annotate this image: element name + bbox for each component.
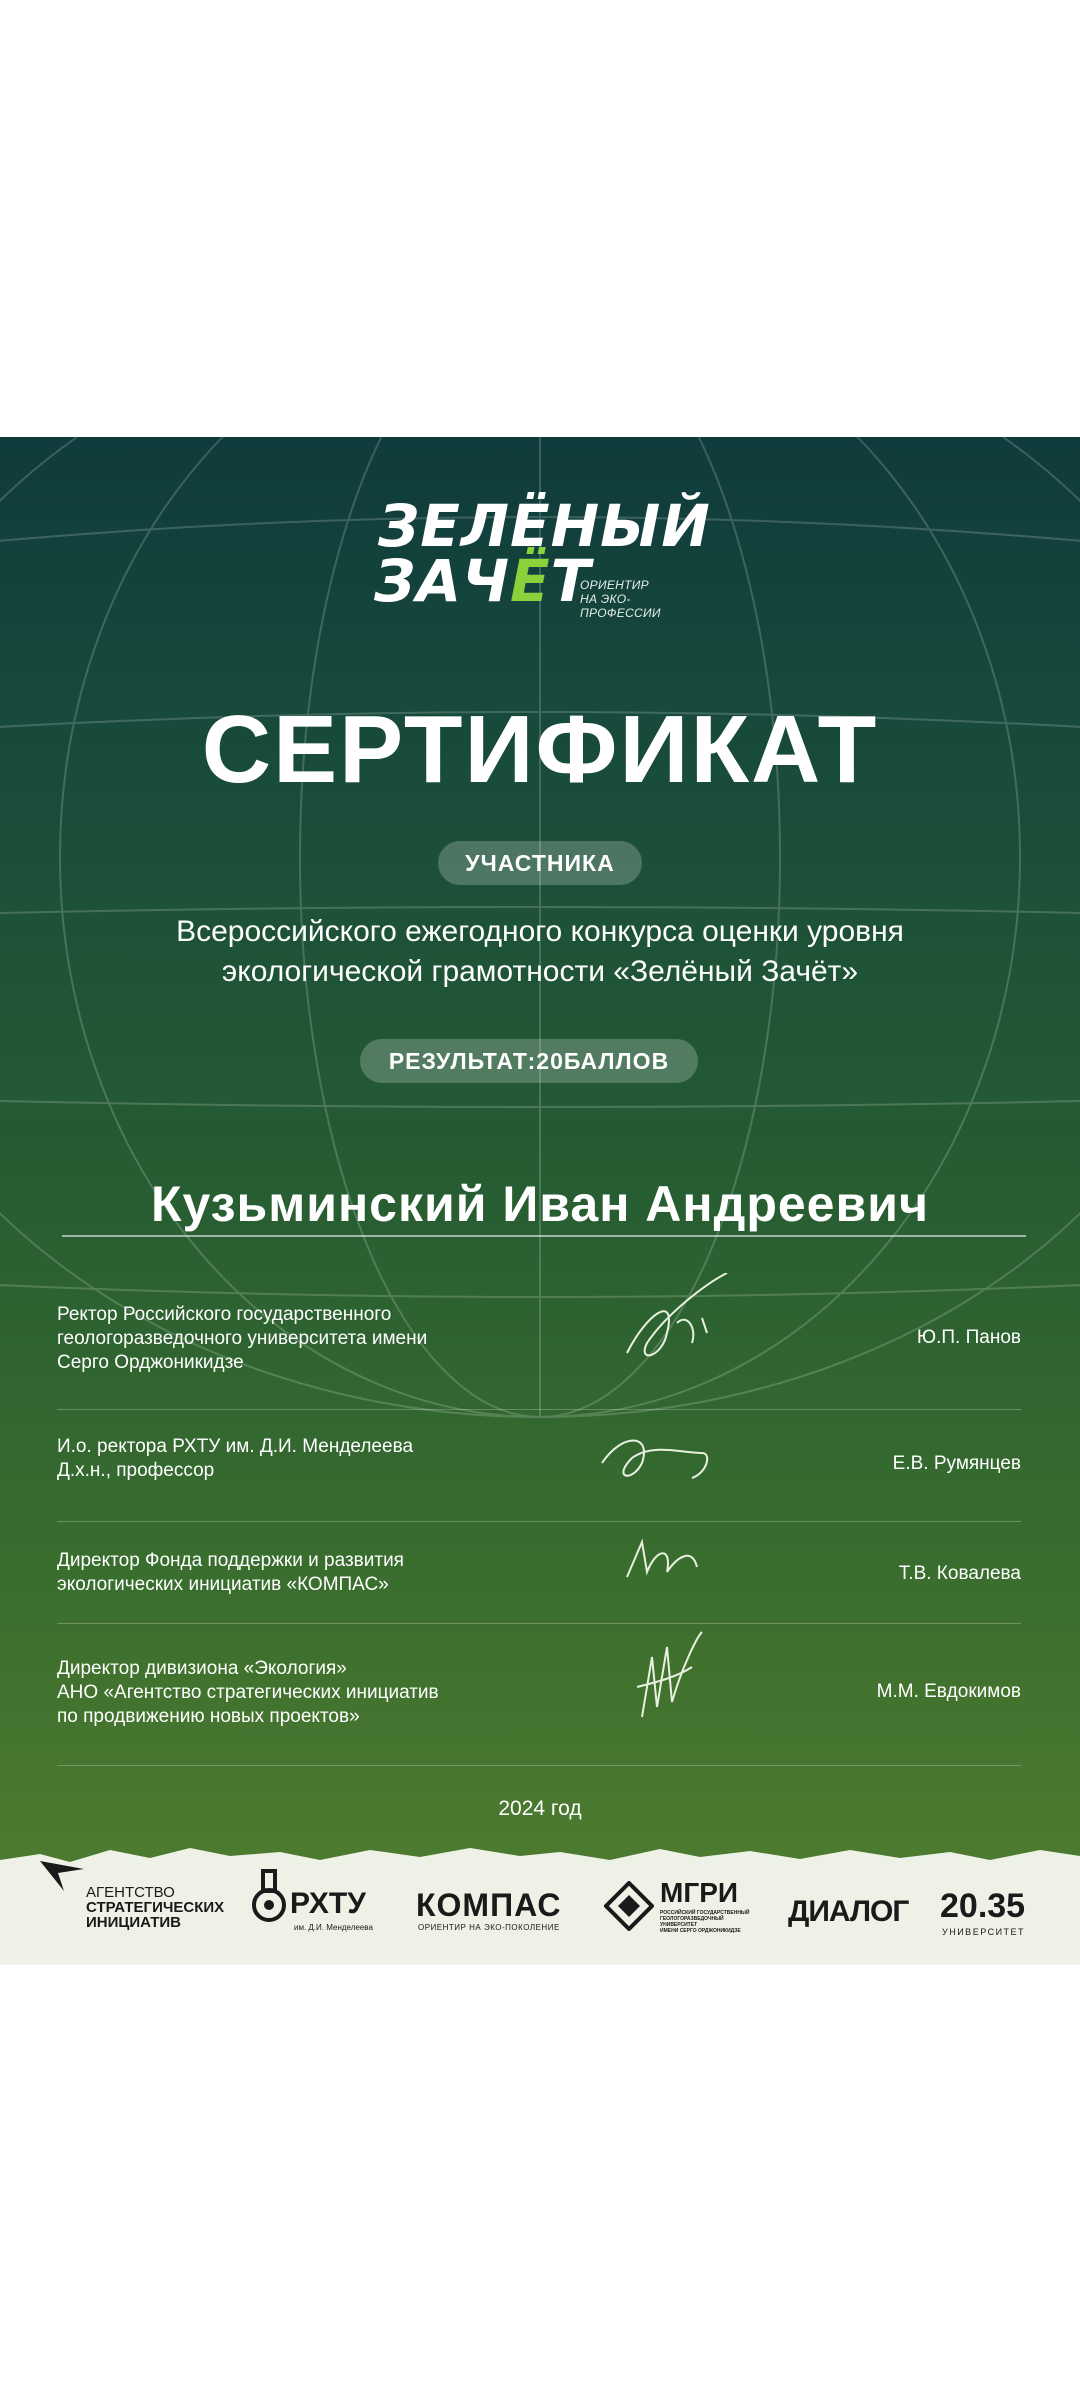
signatory-role: Директор Фонда поддержки и развития экологических инициатив «КОМПАС» [57,1550,404,1595]
mgri-emblem-icon [604,1881,654,1931]
signatory-name: Т.В. Ковалева [898,1563,1021,1584]
signatory-row-3 [57,1549,1021,1609]
signatory-role: И.о. ректора РХТУ им. Д.И. Менделеева Д.х.н., профессор [57,1436,414,1481]
divider [57,1409,1021,1410]
signature-evdokimov-icon [622,1627,712,1747]
signatory-row-1 [57,1303,1021,1393]
divider [57,1521,1021,1522]
partner-asi: АГЕНТСТВО СТРАТЕГИЧЕСКИХ ИНИЦИАТИВ [38,1859,228,1939]
asi-arrow-icon [38,1859,86,1893]
signatory-role: Директор дивизиона «Экология» АНО «Агентство стратегических инициатив по продвижению новых проектов» [57,1658,439,1727]
certificate-year: 2024 год [498,1797,582,1820]
contest-description: Всероссийского ежегодного конкурса оценки уровня экологической грамотности «Зелёный Зачёт» [176,915,904,988]
signatory-role: Ректор Российского государственного геологоразведочного университета имени Серго Орджоникидзе [57,1304,428,1373]
partner-rhtu: РХТУ им. Д.И. Менделеева [250,1867,380,1937]
flask-icon [250,1867,288,1925]
partner-kompas: КОМПАС ОРИЕНТИР НА ЭКО-ПОКОЛЕНИЕ [416,1887,562,1932]
result-badge: РЕЗУЛЬТАТ:20БАЛЛОВ [360,1039,698,1083]
signatory-name: М.М. Евдокимов [876,1681,1021,1702]
signature-kovaleva-icon [617,1527,707,1597]
partner-university-2035: 20.35 УНИВЕРСИТЕТ [940,1887,1026,1937]
signatory-row-4 [57,1657,1021,1747]
signature-panov-icon [607,1273,747,1383]
logo-line-1: ЗЕЛЁНЫЙ [378,492,711,560]
divider [57,1623,1021,1624]
certificate-title: СЕРТИФИКАТ [201,696,879,803]
signatory-name: Ю.П. Панов [916,1327,1021,1348]
certificate [0,437,1080,1965]
participant-badge: УЧАСТНИКА [438,841,642,885]
logo-subtitle: ОРИЕНТИР НА ЭКО-ПРОФЕССИИ [580,578,661,620]
logo-line-2: ЗАЧЁТ [374,547,592,615]
partner-dialog: ДИАЛОГ [788,1895,909,1928]
signatory-row-2 [57,1435,1021,1495]
partner-mgri: МГРИ РОССИЙСКИЙ ГОСУДАРСТВЕННЫЙ ГЕОЛОГОРАЗВЕДОЧНЫЙ УНИВЕРСИТЕТ ИМЕНИ СЕРГО ОРДЖОНИКИДЗЕ [604,1877,754,1937]
signature-rumyantsev-icon [592,1423,722,1493]
divider [57,1765,1021,1766]
zeleny-zachet-logo [374,492,711,620]
name-underline [62,1235,1026,1237]
signatory-name: Е.В. Румянцев [892,1453,1021,1474]
participant-name: Кузьминский Иван Андреевич [150,1176,929,1232]
